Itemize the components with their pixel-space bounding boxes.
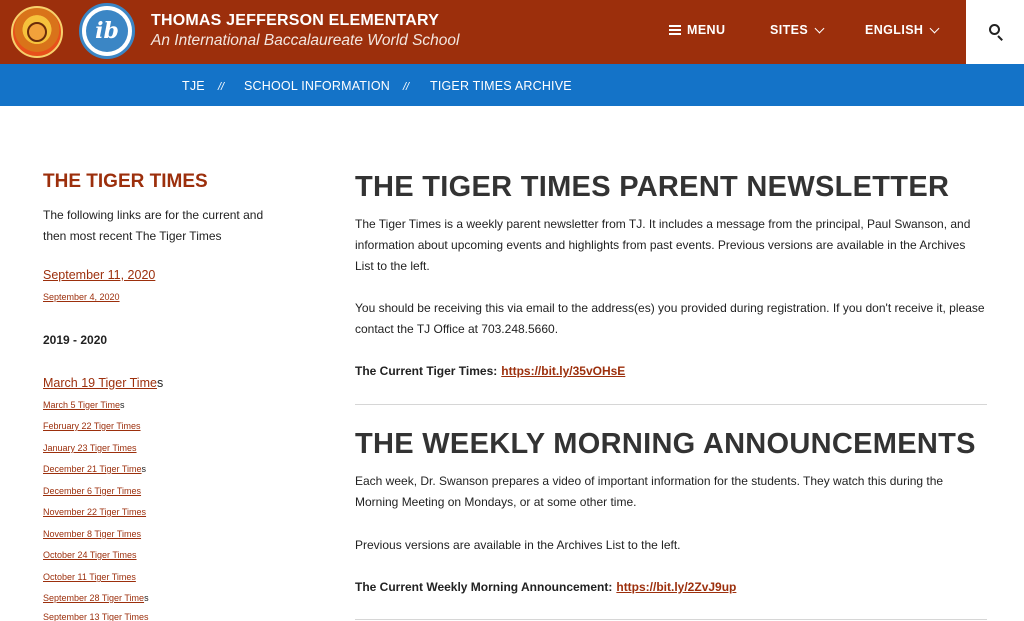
menu-button[interactable]	[669, 23, 725, 37]
sidebar-description: The following links are for the current and then most recent The Tiger Times	[43, 208, 264, 243]
sidebar-title: THE TIGER TIMES	[43, 171, 208, 192]
archive-link-label: January 23 Tiger Times	[43, 443, 137, 453]
archive-link-label: December 21 Tiger Time	[43, 464, 142, 474]
archive-link-tail: s	[156, 376, 164, 390]
archive-link-label: February 22 Tiger Times	[43, 421, 141, 431]
tiger-mascot-logo[interactable]	[11, 6, 63, 58]
breadcrumb	[0, 64, 1024, 106]
archive-link[interactable]	[43, 507, 146, 517]
current-tiger-times-label: The Current Tiger Times:	[355, 364, 498, 378]
newsletter-intro: The Tiger Times is a weekly parent newsletter from TJ. It includes a message from the principal, Paul Swanson, and information about upcoming events and highlights from past events. Previous versions are available in the Archives List to the left.	[355, 217, 971, 273]
archive-link[interactable]	[43, 376, 163, 390]
announcements-intro: Each week, Dr. Swanson prepares a video of important information for the students. They watch this during the Morning Meeting on Mondays, or at some other time.	[355, 474, 944, 509]
current-announcement-label: The Current Weekly Morning Announcement:	[355, 580, 613, 594]
archive-link[interactable]	[43, 550, 137, 560]
current-announcement-link[interactable]: https://bit.ly/2ZvJ9up	[616, 580, 737, 594]
language-label: ENGLISH	[865, 23, 924, 37]
sites-dropdown[interactable]	[770, 23, 823, 37]
archive-link[interactable]	[43, 464, 146, 474]
archive-link[interactable]	[43, 572, 136, 582]
breadcrumb-item-tiger-times-archive[interactable]: TIGER TIMES ARCHIVE	[430, 79, 572, 93]
breadcrumb-separator: //	[218, 81, 225, 93]
archive-link-tail: s	[141, 464, 147, 474]
breadcrumb-item-tje[interactable]: TJE	[182, 79, 205, 93]
school-name[interactable]: THOMAS JEFFERSON ELEMENTARY	[151, 12, 440, 29]
archive-link-label: March 5 Tiger Time	[43, 400, 121, 410]
current-announcement	[355, 580, 736, 594]
archive-link[interactable]	[43, 593, 149, 603]
year-heading: 2019 - 2020	[43, 333, 108, 347]
archive-link[interactable]	[43, 443, 137, 453]
chevron-down-icon	[815, 23, 825, 33]
archive-link[interactable]	[43, 486, 141, 496]
current-tiger-times-link[interactable]: https://bit.ly/35vOHsE	[501, 364, 626, 378]
school-tagline: An International Baccalaureate World School	[151, 32, 460, 49]
section-divider	[355, 619, 987, 620]
breadcrumb-item-school-information[interactable]: SCHOOL INFORMATION	[244, 79, 390, 93]
hamburger-icon	[669, 25, 681, 35]
section-divider	[355, 404, 987, 405]
archive-link[interactable]	[43, 529, 141, 539]
archive-link-label: November 8 Tiger Times	[43, 529, 142, 539]
announcements-archive-note: Previous versions are available in the Archives List to the left.	[355, 538, 681, 552]
sites-label: SITES	[770, 23, 809, 37]
archive-link-label: November 22 Tiger Times	[43, 507, 147, 517]
archive-link-label: October 24 Tiger Times	[43, 550, 137, 560]
chevron-down-icon	[930, 23, 940, 33]
ib-logo-text: ib	[86, 10, 128, 52]
archive-link-label: March 19 Tiger Time	[43, 376, 157, 390]
newsletter-heading: THE TIGER TIMES PARENT NEWSLETTER	[355, 171, 950, 203]
language-dropdown[interactable]	[865, 23, 938, 37]
archive-link-label: December 6 Tiger Times	[43, 486, 142, 496]
archive-link[interactable]	[43, 400, 125, 410]
menu-label: MENU	[687, 23, 726, 37]
current-tiger-times	[355, 364, 625, 378]
archive-link-label: September 13 Tiger Times	[43, 612, 149, 621]
archive-link-tail: s	[144, 593, 149, 603]
announcements-heading: THE WEEKLY MORNING ANNOUNCEMENTS	[355, 428, 976, 460]
breadcrumb-separator: //	[403, 81, 410, 93]
search-button[interactable]	[966, 0, 1024, 64]
current-issue-link[interactable]: September 4, 2020	[43, 292, 120, 302]
archive-link-tail: s	[120, 400, 125, 410]
newsletter-email-note: You should be receiving this via email to the address(es) you provided during registration. If you don't receive it, please contact the TJ Office at 703.248.5660.	[355, 301, 985, 336]
archive-link[interactable]	[43, 612, 149, 621]
site-header	[0, 0, 1024, 64]
archive-link-label: September 28 Tiger Time	[43, 593, 145, 603]
archive-link[interactable]	[43, 421, 141, 431]
current-issue-link[interactable]: September 11, 2020	[43, 268, 156, 282]
archive-link-label: October 11 Tiger Times	[43, 572, 136, 582]
ib-world-school-logo[interactable]	[79, 3, 135, 59]
